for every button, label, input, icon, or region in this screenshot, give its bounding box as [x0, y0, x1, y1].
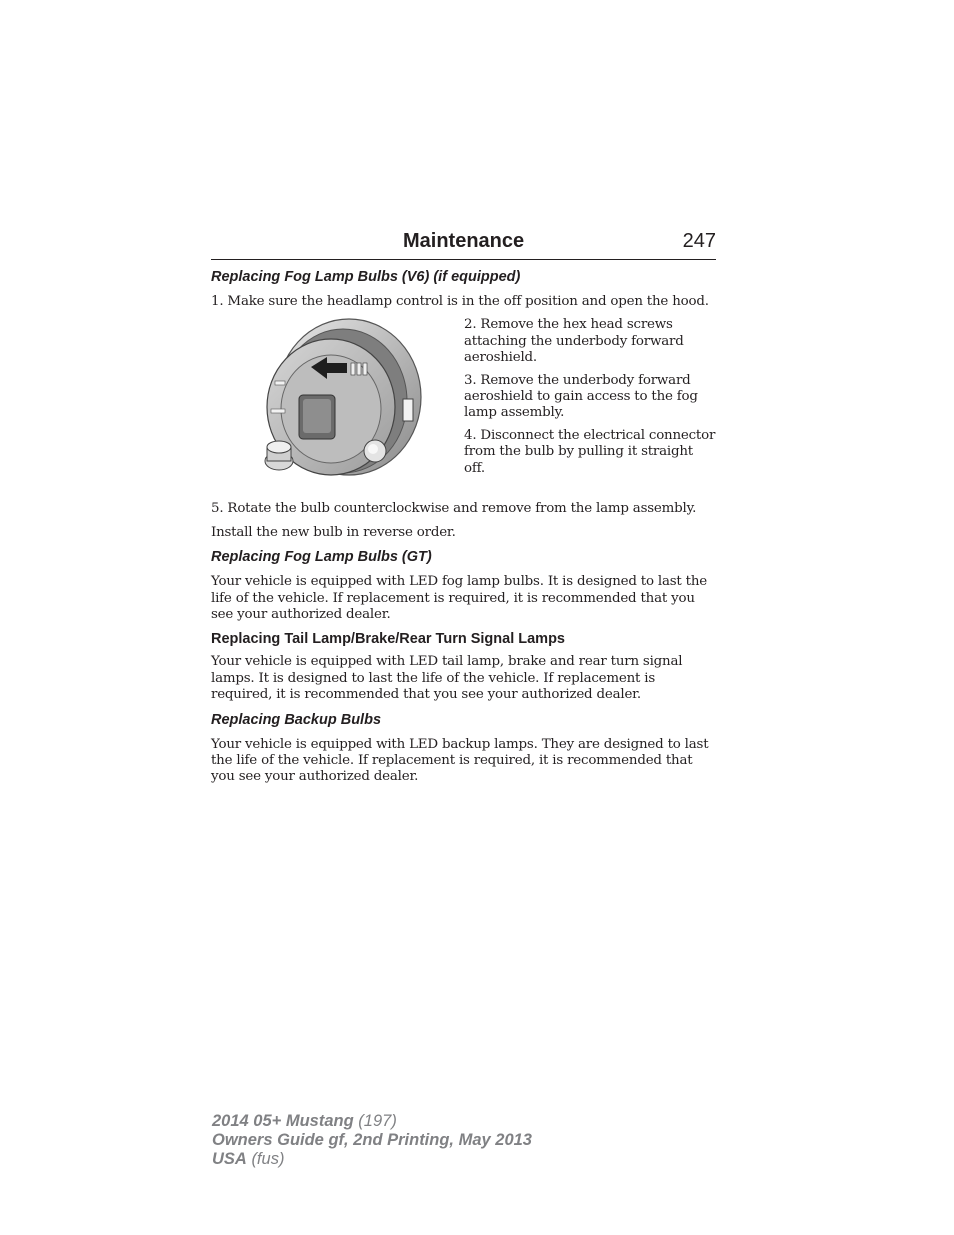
fog-lamp-illustration: [251, 317, 423, 483]
fog-gt-body: Your vehicle is equipped with LED fog lamp bulbs. It is designed to last the life of the vehicle. If replacement is required, it is recommended that you see your authorized dealer.: [211, 574, 707, 623]
page-number: 247: [682, 230, 716, 252]
page-header: [211, 228, 716, 260]
page-footer: [212, 1112, 532, 1169]
backup-bulbs-heading: Replacing Backup Bulbs: [211, 711, 382, 728]
footer-model: 2014 05+ Mustang: [212, 1112, 354, 1130]
tail-lamp-heading: Replacing Tail Lamp/Brake/Rear Turn Signal Lamps: [211, 631, 565, 648]
backup-bulbs-body: Your vehicle is equipped with LED backup lamps. They are designed to last the life of the vehicle. If replacement is required, it is recommended that you see your authorized dealer.: [211, 736, 709, 785]
tail-lamp-body: Your vehicle is equipped with LED tail lamp, brake and rear turn signal lamps. It is designed to last the life of the vehicle. If replacement is required, it is recommended that you see your authorized dealer.: [211, 654, 683, 703]
footer-market-code: (fus): [251, 1150, 285, 1168]
footer-guide-info: Owners Guide gf, 2nd Printing, May 2013: [212, 1131, 532, 1149]
fog-lamp-figure-row: [211, 317, 716, 493]
fog-v6-install-note: Install the new bulb in reverse order.: [211, 524, 456, 540]
main-content: [211, 265, 716, 793]
footer-line-1: [212, 1112, 532, 1131]
fog-v6-step-1: 1. Make sure the headlamp control is in the off position and open the hood.: [211, 294, 709, 309]
fog-v6-step-5: 5. Rotate the bulb counterclockwise and remove from the lamp assembly.: [211, 501, 697, 517]
fog-gt-heading: Replacing Fog Lamp Bulbs (GT): [211, 549, 432, 566]
fog-v6-step-3: 3. Remove the underbody forward aeroshield to gain access to the fog lamp assembly.: [464, 372, 698, 421]
fog-v6-step-4: 4. Disconnect the electrical connector from the bulb by pulling it straight off.: [464, 427, 716, 476]
fog-lamp-side-steps: [464, 317, 716, 483]
footer-market: USA: [212, 1150, 247, 1168]
fog-v6-heading: Replacing Fog Lamp Bulbs (V6) (if equipped): [211, 269, 521, 285]
footer-line-3: [212, 1150, 532, 1169]
footer-model-code: (197): [358, 1112, 397, 1130]
fog-lamp-bulb-drawing: [251, 317, 423, 483]
footer-line-2: [212, 1131, 532, 1150]
fog-v6-step-2: 2. Remove the hex head screws attaching the underbody forward aeroshield.: [464, 317, 684, 366]
section-title: Maintenance: [403, 230, 525, 252]
